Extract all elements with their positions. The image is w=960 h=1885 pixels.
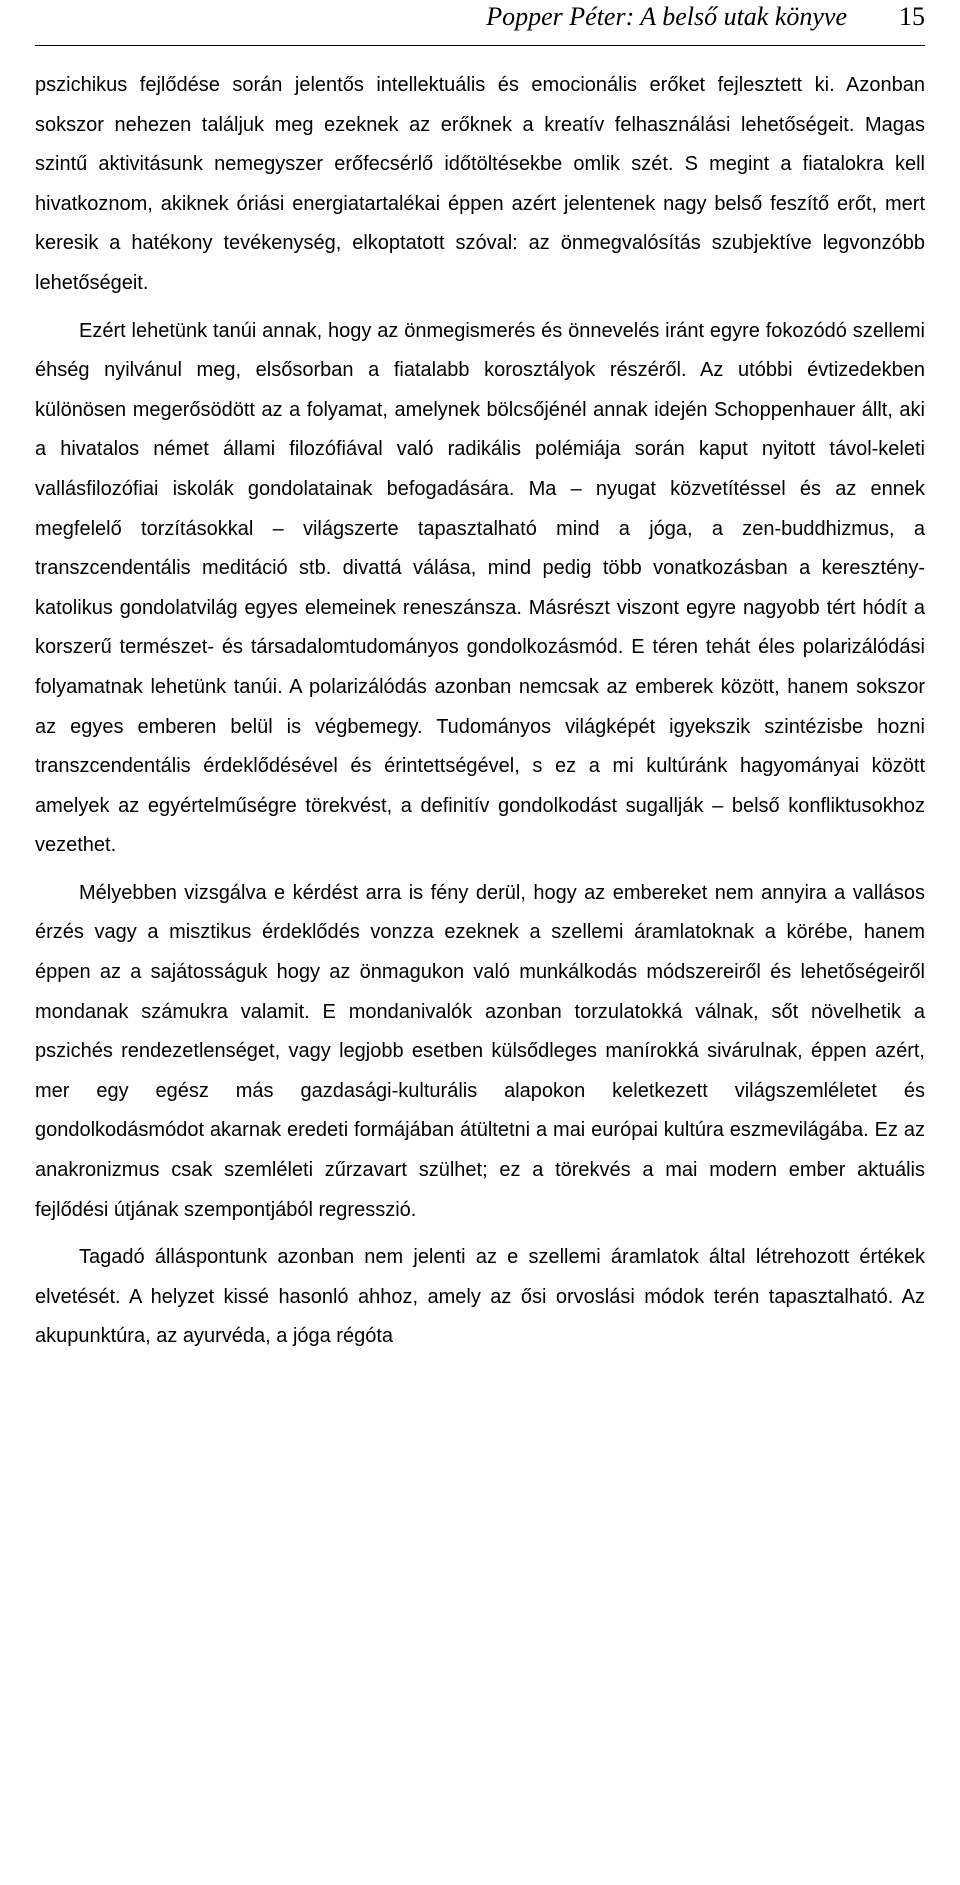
paragraph-1: pszichikus fejlődése során jelentős intellektuális és emocionális erőket fejlesztett ki. Azonban sokszor nehezen találjuk meg ezeknek az erőknek a kreatív felhasználási lehetőségeit. Magas szintű aktivitásunk nemegyszer erőfecsérlő időtöltésekbe omlik szét. S megint a fiatalokra kell hivatkoznom, akiknek óriási energiatartalékai éppen azért jelentenek nagy belső feszítő erőt, mert keresik a hatékony tevékenység, elkoptatott szóval: az önmegvalósítás szubjektíve legvonzóbb lehetőségeit. (35, 74, 925, 294)
paragraph-3: Mélyebben vizsgálva e kérdést arra is fény derül, hogy az embereket nem annyira a vallásos érzés vagy a misztikus érdeklődés vonzza ezeknek a szellemi áramlatoknak a körébe, hanem éppen az a sajátosságuk hogy az önmagukon való munkálkodás módszereiről és lehetőségeiről mondanak számukra valamit. E mondanivalók azonban torzulatokká válnak, sőt növelhetik a pszichés rendezetlenséget, vagy legjobb esetben külsődleges manírokká sivárulnak, éppen azért, mer egy egész más gazdasági-kulturális alapokon keletkezett világszemléletet és gondolkodásmódot akarnak eredeti formájában átültetni a mai európai kultúra eszmevilágába. Ez az anakronizmus csak szemléleti zűrzavart szülhet; ez a törekvés a mai modern ember aktuális fejlődési útjának szempontjából regresszió. (35, 881, 925, 1221)
paragraph-2: Ezért lehetünk tanúi annak, hogy az önmegismerés és önnevelés iránt egyre fokozódó szellemi éhség nyilvánul meg, elsősorban a fiatalabb korosztályok részéről. Az utóbbi évtizedekben különösen megerősödött az a folyamat, amelynek bölcsőjénél annak idején Schoppenhauer állt, aki a hivatalos német állami filozófiával való radikális polémiája során kaput nyitott távol-keleti vallásfilozófiai iskolák gondolatainak befogadására. Ma – nyugat közvetítéssel és az ennek megfelelő torzításokkal – világszerte tapasztalható mind a jóga, a zen-buddhizmus, a transzcendentális meditáció stb. divattá válása, mind pedig több vonatkozásban a keresztény-katolikus gondolatvilág egyes elemeinek reneszánsza. Másrészt viszont egyre nagyobb tért hódít a korszerű természet- és társadalomtudományos gondolkozásmód. E téren tehát éles polarizálódási folyamatnak lehetünk tanúi. A polarizálódás azonban nemcsak az emberek között, hanem sokszor az egyes emberen belül is végbemegy. Tudományos világképét igyekszik szintézisbe hozni transzcendentális érdeklődésével és érintettségével, s ez a mi kultúránk hagyományai között amelyek az egyértelműségre törekvést, a definitív gondolkodást sugallják – belső konfliktusokhoz vezethet. (35, 319, 925, 857)
page-header (35, 0, 925, 46)
running-title: Popper Péter: A belső utak könyve (486, 2, 847, 31)
paragraph-4: Tagadó álláspontunk azonban nem jelenti az e szellemi áramlatok által létrehozott értékek elvetését. A helyzet kissé hasonló ahhoz, amely az ősi orvoslási módok terén tapasztalható. Az akupunktúra, az ayurvéda, a jóga régóta (35, 1246, 925, 1348)
body-text (35, 66, 925, 1365)
page-number: 15 (899, 2, 925, 31)
